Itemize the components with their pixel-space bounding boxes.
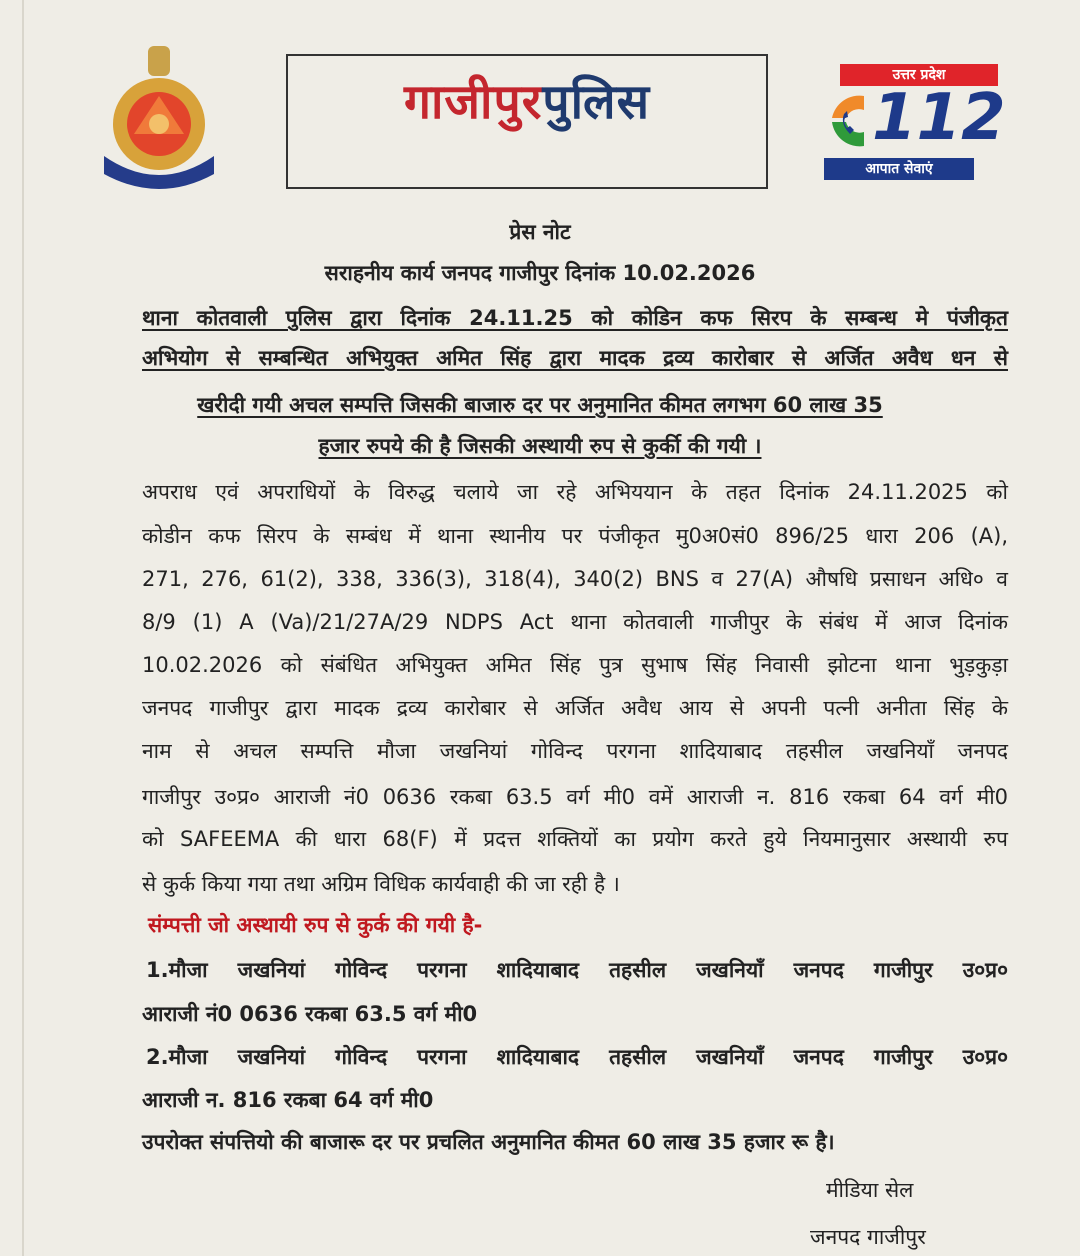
body-line: से कुर्क किया गया तथा अग्रिम विधिक कार्यवाही की जा रही है ।	[142, 872, 620, 896]
up112-logo	[822, 64, 1006, 182]
title-box	[286, 54, 768, 189]
signature-district: जनपद गाजीपुर	[810, 1225, 926, 1249]
body-line: अपराध एवं अपराधियों के विरुद्ध चलाये जा रहे अभिययान के तहत दिनांक 24.11.2025 को	[142, 480, 1008, 504]
headline-line: हजार रुपये की है जिसकी अस्थायी रुप से कुर्की की गयी ।	[318, 434, 762, 458]
logo-bottom-text: आपात सेवाएं	[824, 158, 974, 180]
press-note-label: प्रेस नोट	[509, 220, 571, 244]
body-line: 8/9 (1) A (Va)/21/27A/29 NDPS Act थाना कोतवाली गाजीपुर के संबंध में आज दिनांक	[142, 610, 1008, 634]
phone-icon	[824, 88, 874, 154]
body-line: गाजीपुर उ०प्र० आराजी नं0 0636 रकबा 63.5 वर्ग मी0 वमें आराजी न. 816 रकबा 64 वर्ग मी0	[142, 785, 1008, 809]
signature-media-cell: मीडिया सेल	[826, 1178, 914, 1202]
conclusion: उपरोक्त संपत्तियो की बाजारू दर पर प्रचलित अनुमानित कीमत 60 लाख 35 हजार रू है।	[142, 1130, 835, 1154]
page-title	[288, 68, 766, 133]
headline-line: अभियोग से सम्बन्धित अभियुक्त अमित सिंह द्वारा मादक द्रव्य कारोबार से अर्जित अवैध धन से	[142, 346, 1008, 370]
body-line: 271, 276, 61(2), 338, 336(3), 318(4), 340(2) BNS व 27(A) औषधि प्रसाधन अधि० व	[142, 567, 1008, 591]
body-line: 10.02.2026 को संबंधित अभियुक्त अमित सिंह पुत्र सुभाष सिंह निवासी झोटना थाना भुड़कुड़ा	[142, 653, 1008, 677]
property-item: आराजी न. 816 रकबा 64 वर्ग मी0	[142, 1088, 434, 1112]
logo-number: 112	[872, 81, 1006, 155]
property-heading: संम्पत्ती जो अस्थायी रुप से कुर्क की गयी है-	[148, 913, 483, 937]
title-police: पुलिस	[542, 74, 651, 130]
body-line: नाम से अचल सम्पत्ति मौजा जखनियां गोविन्द परगना शादियाबाद तहसील जखनियाँ जनपद	[142, 739, 1008, 763]
body-line: कोडीन कफ सिरप के सम्बंध में थाना स्थानीय पर पंजीकृत मु0अ0सं0 896/25 धारा 206 (A),	[142, 524, 1008, 548]
subtitle: सराहनीय कार्य जनपद गाजीपुर दिनांक 10.02.2026	[324, 261, 756, 285]
logo-top-text: उत्तर प्रदेश	[840, 64, 998, 86]
up-police-emblem-icon	[96, 44, 222, 194]
property-item: 2.मौजा जखनियां गोविन्द परगना शादियाबाद तहसील जखनियाँ जनपद गाजीपुर उ०प्र०	[146, 1045, 1008, 1069]
property-item: 1.मौजा जखनियां गोविन्द परगना शादियाबाद तहसील जखनियाँ जनपद गाजीपुर उ०प्र०	[146, 958, 1008, 982]
headline-line: थाना कोतवाली पुलिस द्वारा दिनांक 24.11.25 को कोडिन कफ सिरप के सम्बन्ध मे पंजीकृत	[142, 306, 1008, 330]
title-ghazipur: गाजीपुर	[403, 74, 543, 130]
body-line: को SAFEEMA की धारा 68(F) में प्रदत्त शक्तियों का प्रयोग करते हुये नियमानुसार अस्थायी रुप	[142, 827, 1008, 851]
headline-line: खरीदी गयी अचल सम्पत्ति जिसकी बाजारु दर पर अनुमानित कीमत लगभग 60 लाख 35	[197, 393, 883, 417]
body-line: जनपद गाजीपुर द्वारा मादक द्रव्य कारोबार से अर्जित अवैध आय से अपनी पत्नी अनीता सिंह के	[142, 696, 1008, 720]
property-item: आराजी नं0 0636 रकबा 63.5 वर्ग मी0	[142, 1002, 478, 1026]
